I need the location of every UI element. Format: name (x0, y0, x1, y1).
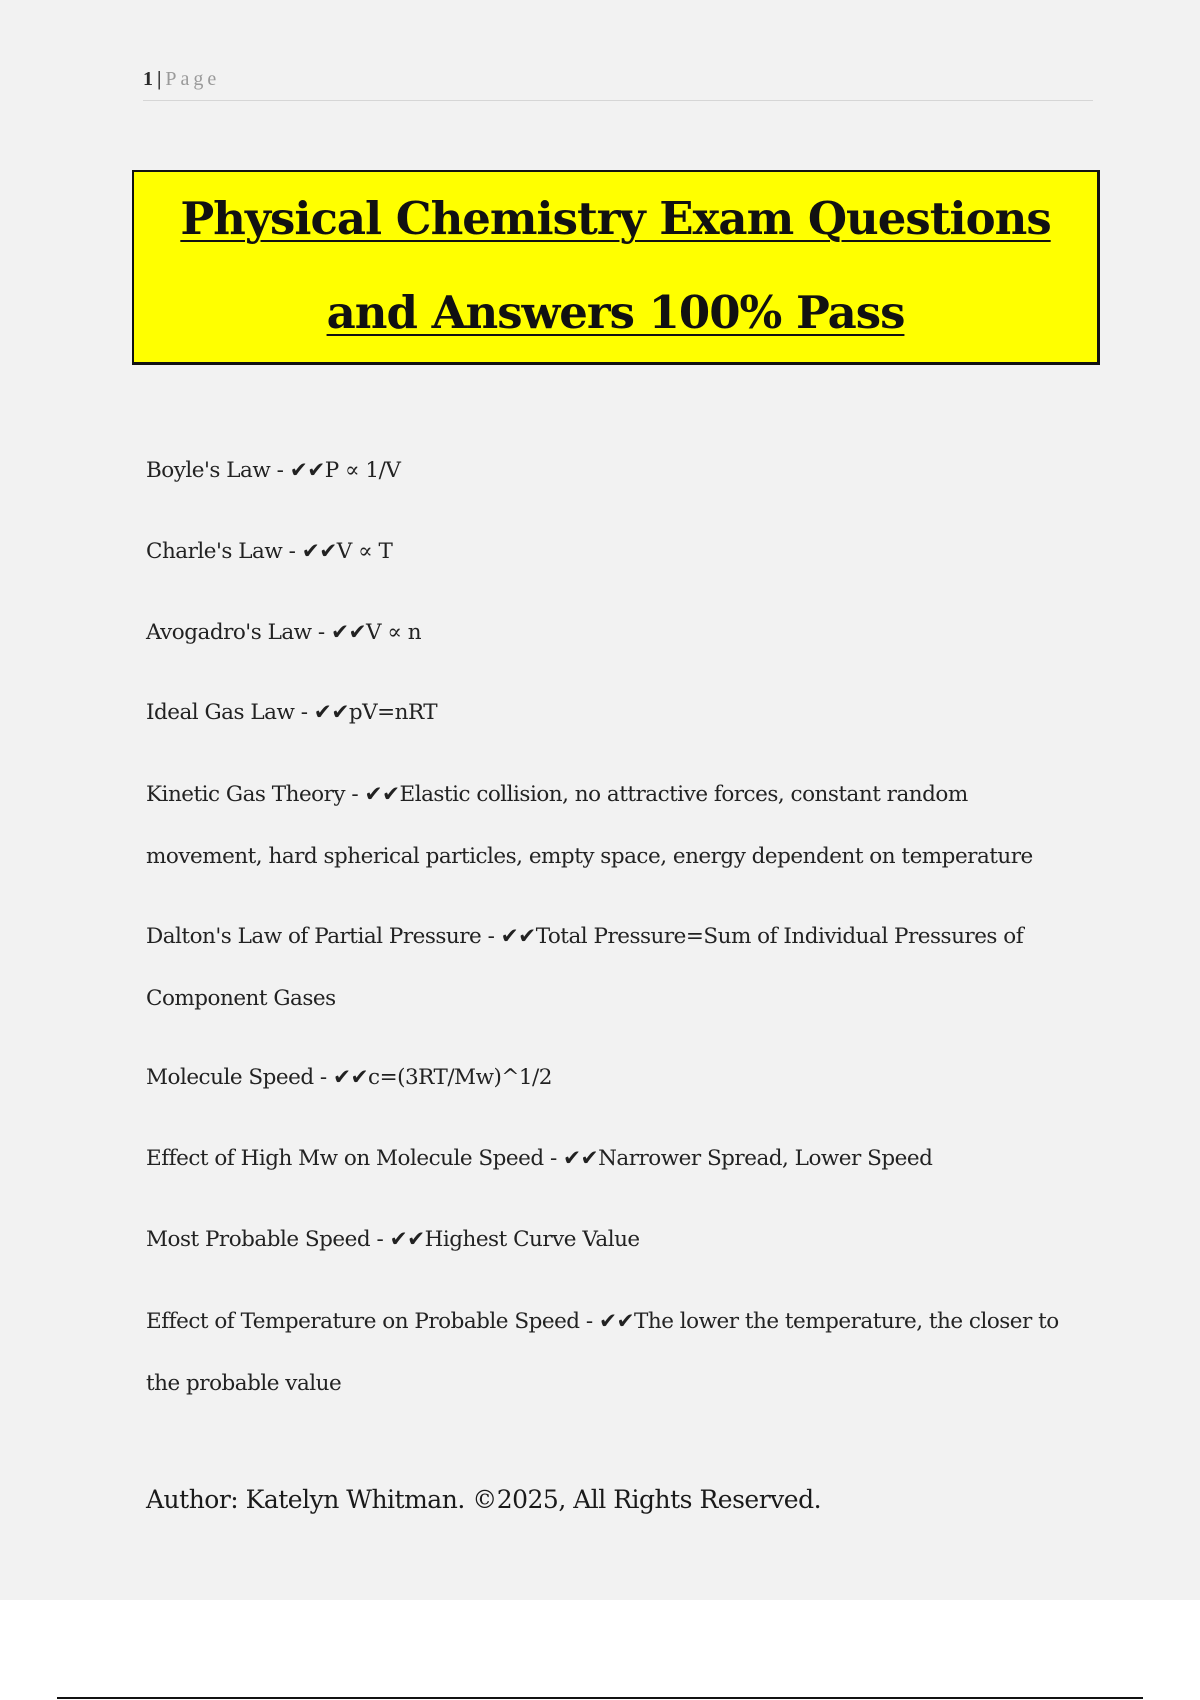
page-separator: | (157, 68, 162, 90)
bottom-divider (57, 1697, 1143, 1699)
page-number: 1 (143, 68, 153, 90)
qa-entry-most-probable-speed: Most Probable Speed - ✔✔Highest Curve Value (146, 1227, 640, 1252)
title-line-1: Physical Chemistry Exam Questions (180, 192, 1051, 245)
qa-entry-high-mw-effect: Effect of High Mw on Molecule Speed - ✔✔Narrower Spread, Lower Speed (146, 1146, 933, 1171)
page-label: Page (165, 68, 221, 90)
qa-entry-molecule-speed: Molecule Speed - ✔✔c=(3RT/Mw)^1/2 (146, 1065, 552, 1090)
qa-entry-ideal-gas-law: Ideal Gas Law - ✔✔pV=nRT (146, 700, 438, 725)
title-line-2: and Answers 100% Pass (326, 286, 905, 339)
qa-entry-boyles-law: Boyle's Law - ✔✔P ∝ 1/V (146, 458, 401, 483)
author-line: Author: Katelyn Whitman. ©2025, All Rights Reserved. (146, 1485, 822, 1514)
qa-entry-kinetic-gas-theory: Kinetic Gas Theory - ✔✔Elastic collision, no attractive forces, constant random movement, hard spherical particles, empty space, energy dependent on temperature (146, 782, 1033, 869)
page-header (143, 68, 1093, 101)
title-box (132, 170, 1100, 365)
qa-entry-charles-law: Charle's Law - ✔✔V ∝ T (146, 539, 393, 564)
qa-entry-daltons-law: Dalton's Law of Partial Pressure - ✔✔Total Pressure=Sum of Individual Pressures of Component Gases (146, 924, 1024, 1011)
qa-entry-avogadros-law: Avogadro's Law - ✔✔V ∝ n (146, 620, 422, 645)
qa-entry-temperature-effect: Effect of Temperature on Probable Speed - ✔✔The lower the temperature, the closer to the probable value (146, 1309, 1059, 1396)
